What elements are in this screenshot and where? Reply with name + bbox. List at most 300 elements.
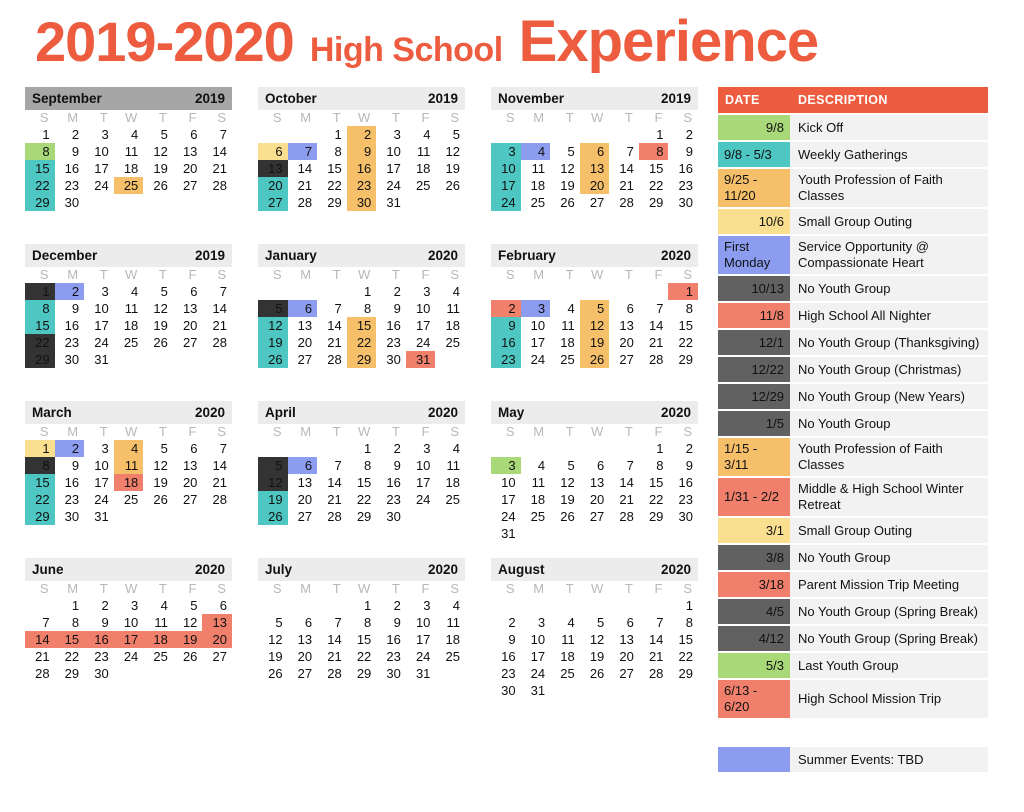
day-cell: 3: [491, 143, 521, 160]
day-cell: 10: [94, 301, 109, 316]
day-cell: 3: [101, 127, 109, 142]
month-november: [491, 87, 698, 244]
day-cell: 29: [356, 509, 372, 524]
weekday-label: T: [565, 110, 574, 125]
day-cell: 30: [64, 509, 80, 524]
weekday-label: S: [39, 581, 49, 596]
weekday-label: T: [391, 424, 400, 439]
legend-row: [718, 236, 988, 274]
day-cell: 31: [501, 526, 516, 541]
day-cell: 3: [131, 598, 139, 613]
month-year: 2020: [660, 562, 691, 577]
weekday-label: T: [99, 267, 108, 282]
day-cell: 6: [288, 457, 318, 474]
day-cell: 14: [212, 301, 227, 316]
day-cell: 5: [275, 615, 283, 630]
day-cell: 13: [202, 614, 232, 631]
month-september: [25, 87, 232, 244]
day-cell: 1: [668, 283, 698, 300]
week-row: [25, 177, 232, 194]
weekday-label: T: [332, 110, 341, 125]
legend-header-row: [718, 87, 988, 113]
day-cell: 9: [101, 615, 109, 630]
day-cell: 19: [445, 161, 460, 176]
month-year: 2020: [660, 405, 691, 420]
legend-row: [718, 169, 988, 207]
day-cell: 5: [160, 284, 168, 299]
day-cell: 22: [25, 334, 55, 351]
legend-row: [718, 276, 988, 301]
day-cell: 1: [364, 284, 372, 299]
day-cell: 27: [212, 649, 227, 664]
legend-description-cell: No Youth Group: [790, 545, 988, 570]
week-row: [25, 351, 232, 368]
legend-row: [718, 653, 988, 678]
day-cell: 18: [530, 492, 546, 507]
day-cell: 10: [415, 301, 431, 316]
day-cell: 14: [327, 318, 342, 333]
day-cell: 26: [445, 178, 460, 193]
month-year: 2020: [427, 248, 458, 263]
weekday-labels: [25, 267, 232, 283]
day-cell: 19: [173, 631, 203, 648]
day-cell: 16: [386, 318, 401, 333]
day-cell: 10: [386, 144, 401, 159]
day-cell: 16: [491, 334, 521, 351]
day-cell: 26: [153, 335, 168, 350]
day-cell: 5: [258, 300, 288, 317]
weekday-label: S: [272, 267, 282, 282]
day-cell: 16: [64, 475, 80, 490]
day-cell: 15: [25, 317, 55, 334]
day-cell: 28: [212, 492, 227, 507]
day-cell: 16: [347, 160, 377, 177]
day-cell: 26: [182, 649, 198, 664]
day-cell: 24: [94, 492, 109, 507]
day-cell: 4: [521, 143, 551, 160]
day-cell: 15: [25, 160, 55, 177]
legend-rows: [718, 115, 988, 772]
week-row: [258, 474, 465, 491]
day-cell: 5: [160, 441, 168, 456]
weekday-label: T: [99, 581, 108, 596]
day-cell: 23: [678, 178, 693, 193]
day-cell: 27: [182, 178, 198, 193]
day-cell: 6: [219, 598, 227, 613]
day-cell: 29: [327, 195, 342, 210]
day-cell: 24: [415, 649, 431, 664]
day-cell: 7: [334, 458, 342, 473]
empty-day-cell: [609, 597, 639, 614]
weekday-label: S: [505, 581, 515, 596]
day-cell: 25: [445, 335, 460, 350]
day-cell: 3: [393, 127, 401, 142]
legend-row: [718, 626, 988, 651]
weekday-label: T: [391, 267, 400, 282]
week-row: [491, 525, 698, 542]
weekday-label: M: [67, 424, 79, 439]
legend-row: [718, 384, 988, 409]
day-cell: 26: [560, 195, 575, 210]
legend-table: [718, 87, 988, 772]
day-cell: 11: [154, 615, 168, 630]
day-cell: 13: [182, 144, 198, 159]
month-may: [491, 401, 698, 558]
empty-day-cell: [491, 597, 521, 614]
content-area: [25, 87, 1024, 772]
week-row: [258, 491, 465, 508]
weekday-label: S: [272, 110, 282, 125]
day-cell: 19: [268, 649, 283, 664]
weekday-label: T: [99, 110, 108, 125]
weekday-label: S: [217, 267, 226, 282]
weekday-label: W: [591, 424, 604, 439]
week-row: [258, 194, 465, 211]
day-cell: 21: [648, 335, 664, 350]
day-cell: 1: [656, 127, 664, 142]
day-cell: 9: [347, 143, 377, 160]
weekday-label: S: [683, 424, 692, 439]
day-cell: 27: [297, 666, 313, 681]
day-cell: 4: [131, 284, 139, 299]
day-cell: 24: [94, 335, 109, 350]
day-cell: 22: [648, 492, 664, 507]
day-cell: 12: [258, 474, 288, 491]
day-cell: 29: [678, 666, 693, 681]
legend-description-cell: Summer Events: TBD: [790, 747, 988, 772]
day-cell: 10: [415, 458, 431, 473]
week-row: [491, 440, 698, 457]
weekday-label: T: [624, 110, 633, 125]
legend-date-cell: 1/31 - 2/2: [718, 478, 790, 516]
day-cell: 13: [619, 632, 634, 647]
day-cell: 26: [153, 492, 168, 507]
month-year: 2019: [194, 91, 225, 106]
day-cell: 31: [386, 195, 401, 210]
day-cell: 12: [153, 144, 168, 159]
day-cell: 21: [212, 318, 227, 333]
week-row: [258, 283, 465, 300]
weekday-label: F: [188, 424, 197, 439]
legend-row: [718, 572, 988, 597]
day-cell: 18: [560, 335, 575, 350]
weekday-label: T: [158, 110, 167, 125]
day-cell: 7: [334, 615, 342, 630]
day-cell: 22: [327, 178, 342, 193]
weekday-label: W: [358, 267, 371, 282]
day-cell: 7: [626, 144, 634, 159]
week-row: [491, 126, 698, 143]
month-name: January: [265, 248, 317, 263]
week-row: [25, 194, 232, 211]
weekday-label: W: [125, 110, 138, 125]
page-title: [35, 8, 1024, 75]
day-cell: 4: [452, 284, 460, 299]
day-cell: 10: [123, 615, 139, 630]
day-cell: 20: [297, 335, 313, 350]
legend-date-cell: 12/29: [718, 384, 790, 409]
day-cell: 6: [190, 441, 198, 456]
day-cell: 15: [347, 317, 377, 334]
day-cell: 2: [685, 127, 693, 142]
month-header: [491, 558, 698, 581]
day-cell: 12: [153, 458, 168, 473]
month-year: 2019: [660, 91, 691, 106]
day-cell: 16: [501, 649, 516, 664]
month-header: [491, 244, 698, 267]
day-cell: 18: [560, 649, 575, 664]
week-row: [491, 614, 698, 631]
day-cell: 14: [648, 632, 664, 647]
day-cell: 13: [589, 475, 605, 490]
weekday-label: T: [391, 110, 400, 125]
day-cell: 9: [393, 458, 401, 473]
day-cell: 25: [415, 178, 431, 193]
day-cell: 17: [415, 632, 431, 647]
day-cell: 11: [561, 318, 575, 333]
weekday-label: M: [533, 110, 545, 125]
month-header: [25, 244, 232, 267]
day-cell: 23: [347, 177, 377, 194]
day-cell: 5: [580, 300, 610, 317]
day-cell: 30: [678, 195, 693, 210]
weekday-label: M: [533, 581, 545, 596]
month-name: September: [32, 91, 102, 106]
day-cell: 25: [445, 492, 460, 507]
weekday-label: W: [358, 581, 371, 596]
day-cell: 2: [71, 127, 80, 142]
month-february: [491, 244, 698, 401]
day-cell: 22: [356, 649, 372, 664]
legend-date-cell: 4/5: [718, 599, 790, 624]
week-row: [25, 317, 232, 334]
week-row: [491, 457, 698, 474]
day-cell: 14: [327, 475, 342, 490]
day-cell: 8: [25, 457, 55, 474]
empty-day-cell: [580, 597, 610, 614]
day-cell: 21: [619, 178, 634, 193]
day-cell: 27: [182, 335, 198, 350]
weekday-label: T: [624, 581, 633, 596]
weekday-labels: [258, 267, 465, 283]
empty-day-cell: [288, 597, 318, 614]
month-name: May: [498, 405, 525, 420]
empty-day-cell: [491, 126, 521, 143]
legend-date-cell: 9/8 - 5/3: [718, 142, 790, 167]
week-row: [25, 597, 232, 614]
legend-date-cell: 5/3: [718, 653, 790, 678]
legend-description-cell: No Youth Group: [790, 276, 988, 301]
day-cell: 29: [356, 666, 372, 681]
empty-day-cell: [258, 440, 288, 457]
day-cell: 20: [589, 492, 605, 507]
day-cell: 21: [327, 492, 342, 507]
empty-day-cell: [550, 126, 580, 143]
legend-description-cell: Small Group Outing: [790, 209, 988, 234]
day-cell: 8: [364, 301, 372, 316]
week-row: [491, 665, 698, 682]
day-cell: 28: [297, 195, 313, 210]
day-cell: 18: [445, 475, 460, 490]
legend-description-cell: Parent Mission Trip Meeting: [790, 572, 988, 597]
day-cell: 30: [94, 666, 109, 681]
weekday-label: S: [39, 267, 49, 282]
day-cell: 7: [219, 284, 227, 299]
day-cell: 7: [334, 301, 342, 316]
day-cell: 9: [71, 144, 80, 159]
day-cell: 27: [182, 492, 198, 507]
day-cell: 20: [258, 177, 288, 194]
day-cell: 19: [153, 161, 168, 176]
day-cell: 2: [55, 440, 85, 457]
day-cell: 1: [25, 440, 55, 457]
legend-row: [718, 330, 988, 355]
day-cell: 4: [452, 598, 460, 613]
month-header: [491, 401, 698, 424]
day-cell: 7: [656, 301, 664, 316]
weekday-label: T: [158, 424, 167, 439]
legend-description-cell: Middle & High School Winter Retreat: [790, 478, 988, 516]
week-row: [258, 440, 465, 457]
legend-row: [718, 357, 988, 382]
day-cell: 4: [452, 441, 460, 456]
day-cell: 2: [101, 598, 109, 613]
empty-day-cell: [258, 597, 288, 614]
day-cell: 11: [561, 632, 575, 647]
day-cell: 3: [537, 615, 546, 630]
legend-description-cell: High School All Nighter: [790, 303, 988, 328]
day-cell: 14: [297, 161, 313, 176]
day-cell: 20: [297, 649, 313, 664]
weekday-label: T: [99, 424, 108, 439]
day-cell: 27: [589, 509, 605, 524]
week-row: [491, 283, 698, 300]
day-cell: 29: [25, 351, 55, 368]
day-cell: 27: [258, 194, 288, 211]
legend-date-cell: 10/6: [718, 209, 790, 234]
day-cell: 7: [219, 127, 227, 142]
day-cell: 9: [685, 458, 693, 473]
empty-day-cell: [550, 440, 580, 457]
day-cell: 24: [491, 194, 521, 211]
day-cell: 17: [415, 475, 431, 490]
month-header: [258, 87, 465, 110]
day-cell: 22: [347, 334, 377, 351]
weekday-label: T: [332, 424, 341, 439]
legend-description-cell: No Youth Group: [790, 411, 988, 436]
week-row: [491, 631, 698, 648]
day-cell: 15: [356, 475, 372, 490]
legend-date-cell: 3/8: [718, 545, 790, 570]
week-row: [25, 491, 232, 508]
day-cell: 22: [648, 178, 664, 193]
weekday-label: S: [272, 581, 282, 596]
day-cell: 10: [530, 318, 546, 333]
day-cell: 9: [393, 615, 401, 630]
day-cell: 27: [297, 352, 313, 367]
weekday-label: F: [421, 110, 430, 125]
day-cell: 27: [589, 195, 605, 210]
day-cell: 12: [560, 475, 575, 490]
day-cell: 17: [94, 161, 109, 176]
weekday-label: T: [332, 581, 341, 596]
day-cell: 11: [446, 458, 460, 473]
day-cell: 11: [531, 161, 546, 176]
day-cell: 3: [101, 284, 109, 299]
weekday-label: S: [39, 424, 49, 439]
day-cell: 6: [580, 143, 610, 160]
day-cell: 5: [258, 457, 288, 474]
week-row: [25, 665, 232, 682]
month-name: October: [265, 91, 317, 106]
day-cell: 29: [648, 195, 664, 210]
week-row: [25, 614, 232, 631]
day-cell: 14: [619, 475, 634, 490]
day-cell: 28: [619, 195, 634, 210]
weekday-label: S: [217, 424, 226, 439]
day-cell: 12: [580, 317, 610, 334]
day-cell: 13: [182, 458, 198, 473]
legend-row: [718, 303, 988, 328]
day-cell: 25: [560, 666, 575, 681]
day-cell: 10: [501, 475, 516, 490]
weekday-label: S: [683, 581, 692, 596]
day-cell: 1: [25, 283, 55, 300]
month-name: July: [265, 562, 293, 577]
week-row: [25, 474, 232, 491]
month-header: [258, 558, 465, 581]
weekday-label: M: [300, 267, 312, 282]
day-cell: 20: [182, 318, 198, 333]
day-cell: 22: [25, 177, 55, 194]
day-cell: 12: [560, 161, 575, 176]
empty-day-cell: [288, 126, 318, 143]
weekday-labels: [491, 267, 698, 283]
day-cell: 30: [347, 194, 377, 211]
day-cell: 23: [386, 649, 401, 664]
day-cell: 29: [25, 194, 55, 211]
empty-day-cell: [609, 126, 639, 143]
day-cell: 26: [580, 351, 610, 368]
month-name: February: [498, 248, 556, 263]
day-cell: 21: [619, 492, 634, 507]
day-cell: 18: [445, 318, 460, 333]
day-cell: 26: [589, 666, 605, 681]
day-cell: 9: [71, 458, 80, 473]
empty-day-cell: [580, 283, 610, 300]
day-cell: 19: [589, 649, 605, 664]
legend-row: [718, 747, 988, 772]
day-cell: 9: [491, 317, 521, 334]
weekday-label: F: [188, 267, 197, 282]
week-row: [25, 334, 232, 351]
week-row: [491, 682, 698, 699]
legend-row: [718, 545, 988, 570]
day-cell: 3: [423, 441, 431, 456]
day-cell: 19: [153, 475, 168, 490]
day-cell: 17: [415, 318, 431, 333]
day-cell: 15: [648, 475, 664, 490]
weekday-label: F: [654, 581, 663, 596]
weekday-label: S: [683, 110, 692, 125]
legend-date-cell: [718, 720, 790, 745]
weekday-label: S: [683, 267, 692, 282]
day-cell: 30: [386, 666, 401, 681]
weekday-label: F: [421, 267, 430, 282]
day-cell: 6: [304, 615, 313, 630]
weekday-labels: [491, 581, 698, 597]
day-cell: 5: [567, 458, 575, 473]
